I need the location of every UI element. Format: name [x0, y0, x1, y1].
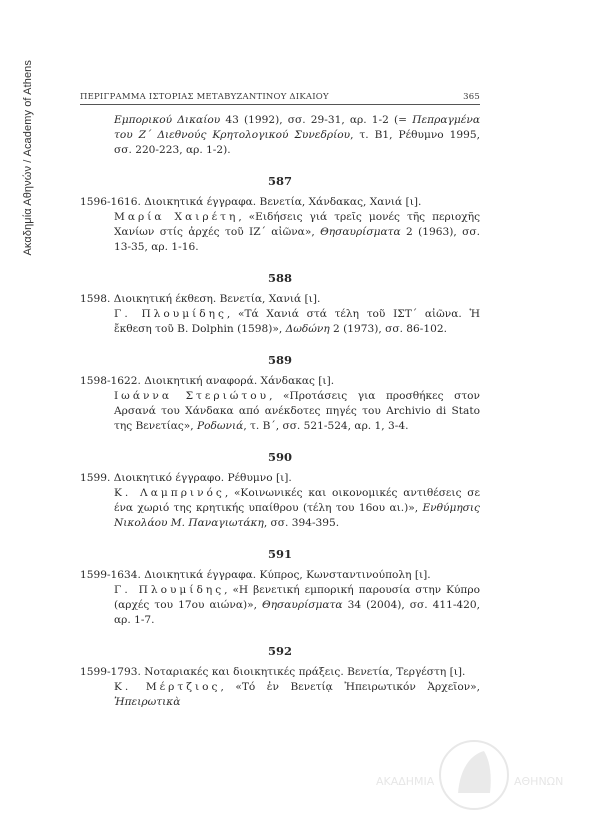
entry-body: [80, 583, 480, 628]
entry-head: 1599-1634. Διοικητικά έγγραφα. Κύπρος, Κωνσταντινούπολη [ι].: [80, 569, 431, 581]
entry-body: [80, 210, 480, 255]
entry-details: 2 (1963), σσ. 13-35, αρ. 1-16.: [114, 226, 480, 253]
academy-watermark: [374, 735, 574, 815]
running-head-title: ΠΕΡΙΓΡΑΜΜΑ ΙΣΤΟΡΙΑΣ ΜΕΤΑΒΥΖΑΝΤΙΝΟΥ ΔΙΚΑΙΟΥ: [80, 92, 329, 102]
entry-author: Κ. Λαμπρινός: [114, 487, 225, 499]
entry-author: Γ. Πλουμίδης: [114, 308, 227, 320]
entry-journal: Ενθύμησις Νικολάου Μ. Παναγιωτάκη: [114, 502, 480, 529]
continuation-tail: , τ. Β1, Ρέθυμνο 1995, σσ. 220-223, αρ. 1-2).: [114, 129, 480, 156]
entry-details: 34 (2004), σσ. 411-420, αρ. 1-7.: [114, 599, 480, 626]
continuation-text: 43 (1992), σσ. 29-31, αρ. 1-2 (=: [220, 114, 413, 126]
entry-journal: Δωδώνη: [285, 323, 330, 335]
entry-number: 589: [267, 353, 292, 367]
entry-author: Γ. Πλουμίδης: [114, 584, 225, 596]
side-label: Ακαδημία Αθηνών / Academy of Athens: [22, 60, 34, 256]
entry-head: 1596-1616. Διοικητικά έγγραφα. Βενετία, Χάνδακας, Χανιά [ι].: [80, 196, 422, 208]
entry-details: , τ. Β΄, σσ. 521-524, αρ. 1, 3-4.: [243, 420, 409, 432]
entry-continuation: [80, 113, 480, 158]
entry-author: Ιωάννα Στεριώτου: [114, 390, 270, 402]
entry-number: 590: [267, 450, 292, 464]
entry-number: 587: [267, 174, 292, 188]
page-number: 365: [463, 92, 480, 102]
entry-body: [80, 680, 480, 710]
entry-number: 591: [267, 547, 292, 561]
watermark-head-icon: [458, 751, 491, 793]
entry-head: 1598-1622. Διοικητική αναφορά. Χάνδακας [ι].: [80, 375, 335, 387]
entry-details: , σσ. 394-395.: [263, 517, 340, 529]
watermark-left-text: ΑΚΑΔΗΜΙΑ: [376, 775, 435, 788]
entry-journal: Θησαυρίσματα: [320, 226, 401, 238]
entry-number: 592: [267, 644, 292, 658]
entry-title: , «Τά Χανιά στά τέλη τοῦ ΙΣΤ΄ αἰῶνα. Ἡ ἔκθεση τοῦ Β. Dolphin (1598)»,: [114, 308, 480, 335]
entry-title: , «Τό ἐν Βενετίᾳ Ἠπειρωτικόν Ἀρχεῖον»,: [220, 681, 481, 693]
entry-number: 588: [267, 271, 292, 285]
entry-590: [80, 450, 480, 531]
entry-body: [80, 389, 480, 434]
journal-italic: Εμπορικού Δικαίου: [114, 114, 221, 126]
entry-title: , «Ειδήσεις γιά τρεῖς μονές τῆς περιοχῆς Χανίων στίς ἀρχές τοῦ ΙΖ΄ αἰῶνα»,: [114, 211, 480, 238]
entry-author: Μαρία Χαιρέτη: [114, 211, 239, 223]
entry-journal: Ἠπειρωτικὰ: [114, 696, 181, 708]
entry-journal: Ροδωνιά: [197, 420, 244, 432]
entry-587: [80, 174, 480, 255]
watermark-right-text: ΑΘΗΝΩΝ: [514, 775, 564, 788]
entry-title: , «Η βενετική εμπορική παρουσία στην Κύπρο (αρχές του 17ου αιώνα)»,: [114, 584, 480, 611]
entry-title: , «Προτάσεις για προσθήκες στον Αρσανά του Χάνδακα από ανέκδοτες πηγές του Archivio di Stato της Βενετίας»,: [114, 390, 481, 432]
entry-592: [80, 644, 480, 710]
entry-author: Κ. Μέρτζιος: [114, 681, 221, 693]
entry-details: 2 (1973), σσ. 86-102.: [329, 323, 447, 335]
running-head: [80, 92, 480, 105]
page-content: [80, 113, 480, 710]
entry-body: [80, 486, 480, 531]
entry-body: [80, 307, 480, 337]
entry-head: 1599. Διοικητικό έγγραφο. Ρέθυμνο [ι].: [80, 472, 292, 484]
proceedings-italic: Πεπραγμένα του Ζ΄ Διεθνούς Κρητολογικού Συνεδρίου: [114, 114, 480, 141]
entry-head: 1599-1793. Νοταριακές και διοικητικές πράξεις. Βενετία, Τεργέστη [ι].: [80, 666, 466, 678]
entry-journal: Θησαυρίσματα: [262, 599, 343, 611]
entry-head: 1598. Διοικητική έκθεση. Βενετία, Χανιά [ι].: [80, 293, 321, 305]
entry-591: [80, 547, 480, 628]
entry-588: [80, 271, 480, 337]
entry-589: [80, 353, 480, 434]
entry-title: , «Κοινωνικές και οικονομικές αντιθέσεις σε ένα χωριό της κρητικής υπαίθρου (τέλη του 16ου αι.)»,: [114, 487, 480, 514]
